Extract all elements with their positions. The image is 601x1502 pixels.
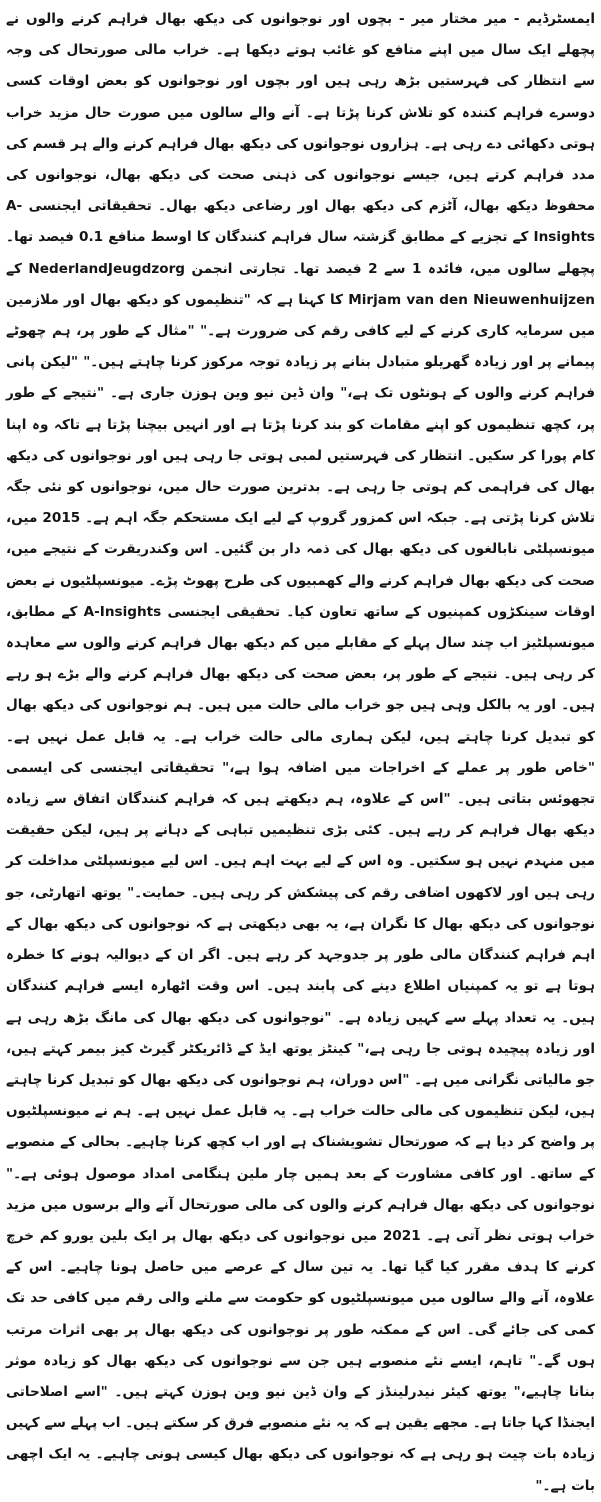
article-body: ایمسٹرڈیم - میر مختار میر - بچوں اور نوجوانوں کی دیکھ بھال فراہم کرنے والوں نے پچھلے ایک سال میں اپنے منافع کو غائب ہوتے دیکھا ہے۔ خراب مالی صورتحال کی وجہ سے انتظار کی فہرستیں بڑھ رہی ہیں اور بچوں اور نوجوانوں کو بعض اوقات کسی دوسرے فراہم کنندہ کو تلاش کرنا پڑتا ہے۔ آنے والے سالوں میں صورت حال مزید خراب ہوتی دکھائی دے رہی ہے۔ ہزاروں نوجوانوں کی دیکھ بھال فراہم کرنے والے ہر قسم کی مدد فراہم کرتے ہیں، جیسے نوجوانوں کی ذہنی صحت کی دیکھ بھال، نوجوانوں کی محفوظ دیکھ بھال، آٹزم کی دیکھ بھال اور رضاعی دیکھ بھال۔ تحقیقاتی ایجنسی A-Insights کے تجزیے کے مطابق گزشتہ سال فراہم کنندگان کا اوسط منافع 0.1 فیصد تھا۔ پچھلے سالوں میں، فائدہ 1 سے 2 فیصد تھا۔ تجارتی انجمن NederlandJeugdzorg کے Mirjam van den Nieuwenhuijzen کا کہنا ہے کہ "تنظیموں کو دیکھ بھال اور ملازمین میں سرمایہ کاری کرنے کے لیے کافی رقم کی ضرورت ہے۔" "مثال کے طور پر، ہم چھوٹے پیمانے پر اور زیادہ گھریلو متبادل بنانے پر زیادہ توجہ مرکوز کرنا چاہتے ہیں۔" "لیکن پانی فراہم کرنے والوں کے ہونٹوں تک ہے،" وان ڈین نیو وین ہوزن جاری ہے۔ "نتیجے کے طور پر، کچھ تنظیموں کو اپنے مقامات کو بند کرنا پڑتا ہے اور انہیں بیچنا پڑتا ہے تاکہ وہ اپنا کام پورا کر سکیں۔ انتظار کی فہرستیں لمبی ہوتی جا رہی ہیں اور نوجوانوں کی دیکھ بھال کی فراہمی کم ہوتی جا رہی ہے۔ بدترین صورت حال میں، نوجوانوں کو نئی جگہ تلاش کرنا پڑتی ہے۔ جبکہ اس کمزور گروپ کے لیے ایک مستحکم جگہ اہم ہے۔ 2015 میں، میونسپلٹی نابالغوں کی دیکھ بھال کی ذمہ دار بن گئیں۔ اس وکندریقرت کے نتیجے میں، صحت کی دیکھ بھال فراہم کرنے والے کھمبیوں کی طرح پھوٹ پڑے۔ میونسپلٹیوں نے بعض اوقات سینکڑوں کمپنیوں کے ساتھ تعاون کیا۔ تحقیقی ایجنسی A-Insights کے مطابق، میونسپلٹیز اب چند سال پہلے کے مقابلے میں کم دیکھ بھال فراہم کرنے والوں سے معاہدہ کر رہی ہیں۔ نتیجے کے طور پر، بعض صحت کی دیکھ بھال فراہم کرنے والے بڑے ہو رہے ہیں۔ اور یہ بالکل وہی ہیں جو خراب مالی حالت میں ہیں۔ ہم نوجوانوں کی دیکھ بھال کو تبدیل کرنا چاہتے ہیں، لیکن ہماری مالی حالت خراب ہے۔ یہ قابل عمل نہیں ہے۔ "خاص طور پر عملے کے اخراجات میں اضافہ ہوا ہے،" تحقیقاتی ایجنسی کی ایسمی تجھوئس بتاتی ہیں۔ "اس کے علاوہ، ہم دیکھتے ہیں کہ فراہم کنندگان اتفاق سے زیادہ دیکھ بھال فراہم کر رہے ہیں۔ کئی بڑی تنظیمیں تباہی کے دہانے پر ہیں، لیکن حقیقت میں منہدم نہیں ہو سکتیں۔ وہ اس کے لیے بہت اہم ہیں۔ اس لیے میونسپلٹی مداخلت کر رہی ہیں اور لاکھوں اضافی رقم کی پیشکش کر رہی ہیں۔ حمایت۔" یوتھ اتھارٹی، جو نوجوانوں کی دیکھ بھال کا نگران ہے، یہ بھی دیکھتی ہے کہ نوجوانوں کی دیکھ بھال کے اہم فراہم کنندگان مالی طور پر جدوجہد کر رہے ہیں۔ اگر ان کے دیوالیہ ہونے کا خطرہ ہوتا ہے تو یہ کمپنیاں اطلاع دینے کی پابند ہیں۔ اس وقت اٹھارہ ایسے فراہم کنندگان ہیں۔ یہ تعداد پہلے سے کہیں زیادہ ہے۔ "نوجوانوں کی دیکھ بھال کی مانگ بڑھ رہی ہے اور زیادہ پیچیدہ ہوتی جا رہی ہے،" کینٹز یوتھ ایڈ کے ڈائریکٹر گیرٹ کیز بیمر کہتے ہیں، جو مالیاتی نگرانی میں ہے۔ "اس دوران، ہم نوجوانوں کی دیکھ بھال کو تبدیل کرنا چاہتے ہیں، لیکن تنظیموں کی مالی حالت خراب ہے۔ یہ قابل عمل نہیں ہے۔ ہم نے میونسپلٹیوں پر واضح کر دیا ہے کہ صورتحال تشویشناک ہے اور اب کچھ کرنا چاہیے۔ بحالی کے منصوبے کے ساتھ۔ اور کافی مشاورت کے بعد ہمیں چار ملین ہنگامی امداد موصول ہوئی ہے۔" نوجوانوں کی دیکھ بھال فراہم کرنے والوں کی مالی صورتحال آنے والے برسوں میں مزید خراب ہوتی نظر آتی ہے۔ 2021 میں نوجوانوں کی دیکھ بھال پر ایک بلین یورو کم خرچ کرنے کا ہدف مقرر کیا گیا تھا۔ یہ تین سال کے عرصے میں حاصل ہونا چاہیے۔ اس کے علاوہ، آنے والے سالوں میں میونسپلٹیوں کو حکومت سے ملنے والی رقم میں کافی حد تک کمی کی جائے گی۔ اس کے ممکنہ طور پر نوجوانوں کی دیکھ بھال پر بھی اثرات مرتب ہوں گے۔" تاہم، ایسے نئے منصوبے ہیں جن سے نوجوانوں کی دیکھ بھال کو زیادہ موثر بنانا چاہیے،" یوتھ کیئر نیدرلینڈز کے وان ڈین نیو وین ہوزن کہتے ہیں۔ "اسے اصلاحاتی ایجنڈا کہا جاتا ہے۔ مجھے یقین ہے کہ یہ نئے منصوبے فرق کر سکتے ہیں۔ اب پہلے سے کہیں زیادہ بات چیت ہو رہی ہے کہ نوجوانوں کی دیکھ بھال کیسی ہونی چاہیے۔ یہ ایک اچھی بات ہے۔" [6, 11, 596, 1494]
